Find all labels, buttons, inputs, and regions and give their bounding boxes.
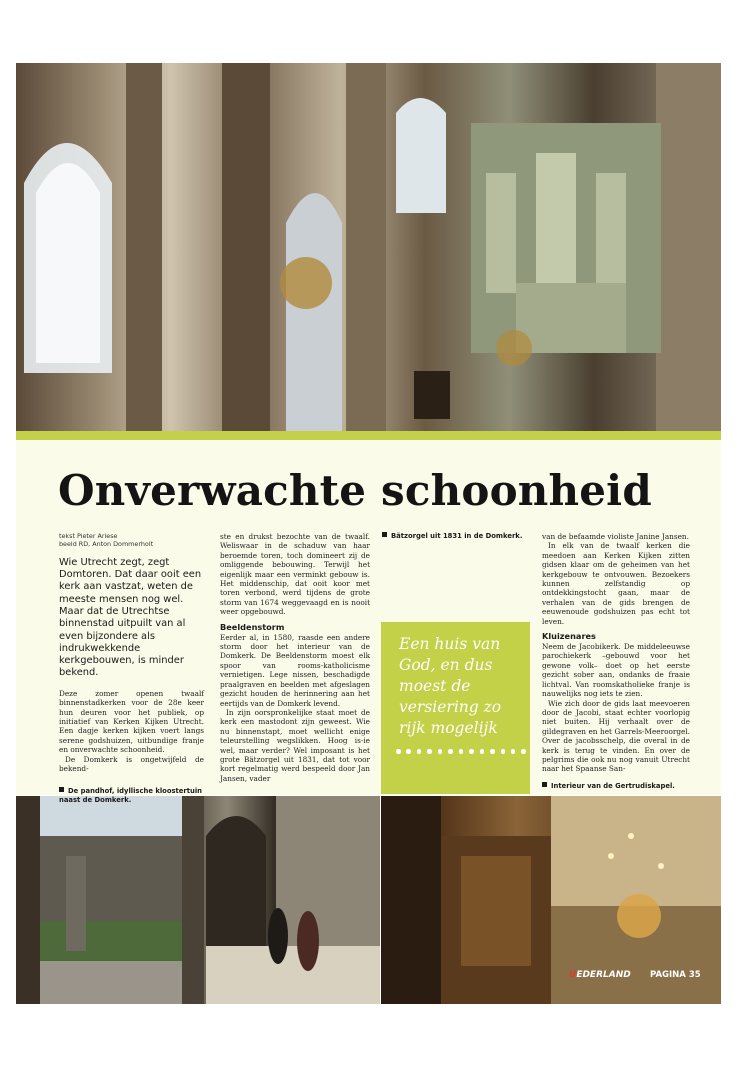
body-paragraph: Eerder al, in 1580, raasde een andere storm door het interieur van de Domkerk. De Beeldenstorm moest elk spoor van rooms-katholicisme vernietigen. Lege nissen, beschadigde praalgraven en beelden met afgeslagen gezicht houden de herinnering aan het eertijds van de Domkerk levend. bbox=[220, 632, 370, 708]
pullquote-dots bbox=[396, 749, 526, 754]
body-paragraph: van de befaamde violiste Janine Jansen. bbox=[542, 532, 689, 541]
caption-gertrudis: Interieur van de Gertrudiskapel. bbox=[542, 782, 690, 791]
caption-organ: Bätzorgel uit 1831 in de Domkerk. bbox=[382, 532, 532, 541]
body-paragraph: De Domkerk is ongetwijfeld de bekend- bbox=[59, 754, 204, 774]
cathedral-interior-photo bbox=[16, 63, 721, 432]
intro-paragraph: Wie Utrecht zegt, zegt Domtoren. Dat daar ooit een kerk aan vastzat, weten de meeste mensen nog wel. Maar dat de Utrechtse binnenstad uitpuilt van al even bijzondere als indrukwekkende kerkgebouwen, is minder bekend. bbox=[59, 556, 202, 679]
body-paragraph: ste en drukst bezochte van de twaalf. Weliswaar in de schaduw van haar beroemde toren, toch domineert zij de omliggende bebouwing. Terwijl het eigenlijk maar een verminkt gebouw is. Het middenschip, dat ooit koor met toren verbond, werd tijdens de grote storm van 1674 weggevaagd en is nooit weer opgebouwd. bbox=[220, 532, 370, 617]
subheading-beeldenstorm: Beeldenstorm bbox=[220, 621, 285, 632]
square-bullet-icon bbox=[542, 782, 547, 787]
headline: Onverwachte schoonheid bbox=[58, 466, 652, 515]
publication-logo: UEDERLAND bbox=[569, 970, 631, 980]
accent-bar bbox=[16, 431, 721, 440]
body-paragraph: Neem de Jacobikerk. De middeleeuwse parochiekerk –gebouwd voor het gewone volk– doet op het eerste gezicht sober aan, ondanks de fraaie lichtval. Van roomskatholieke franje is nauwelijks nog iets te zien. bbox=[542, 642, 690, 699]
pandhof-photo bbox=[16, 796, 380, 1004]
column-3 bbox=[382, 532, 532, 541]
body-paragraph: Deze zomer openen twaalf binnenstadkerken voor de 28e keer hun deuren voor het publiek, op initiatief van Kerken Kijken Utrecht. Een dagje kerken kijken voert langs serene godshuizen, uitbundige franje en onverwachte schoonheid. bbox=[59, 688, 204, 755]
credit-photo: beeld RD, Anton Dommerholt bbox=[59, 540, 154, 549]
body-paragraph: Wie zich door de gids laat meevoeren door de Jacobi, staat echter voorlopig niet buiten. Hij verhaalt over de gildegraven en het Garrels-Meeroorgel. Over de jacobsschelp, die overal in de kerk is terug te vinden. En over de pelgrims die ook nu nog vanuit Utrecht naar het Spaanse San- bbox=[542, 698, 690, 774]
pandhof-drawing bbox=[16, 796, 380, 1004]
column-1 bbox=[59, 532, 204, 805]
subheading-kluizenares: Kluizenares bbox=[542, 631, 596, 642]
cathedral-interior-drawing bbox=[16, 63, 721, 432]
body-paragraph: In zijn oorspronkelijke staat moet de kerk een mastodont zijn geweest. Wie nu binnenstapt, moet wellicht enige teleurstelling wegslikken. Hoog is-ie wel, maar verder? Wel imposant is het grote Bätzorgel uit 1831, dat tot voor kort regelmatig werd bespeeld door Jan Jansen, vader bbox=[220, 707, 370, 783]
pullquote: Een huis van God, en dus moest de versiering zo rijk mogelijk bbox=[399, 635, 502, 737]
column-4 bbox=[542, 532, 690, 791]
page-number: PAGINA 35 bbox=[650, 970, 701, 980]
body-paragraph: In elk van de twaalf kerken die meedoen aan Kerken Kijken zitten gidsen klaar om de geheimen van het kerkgebouw te ontvouwen. Bezoekers kunnen zelfstandig op ontdekkingstocht gaan, maar de verhalen van de gids brengen de eeuwenoude godshuizen pas echt tot leven. bbox=[542, 541, 690, 626]
caption-pandhof: De pandhof, idyllische kloostertuin naast de Domkerk. bbox=[59, 787, 203, 805]
square-bullet-icon bbox=[382, 532, 387, 537]
credit-text: tekst Pieter Ariese bbox=[59, 532, 118, 540]
column-2 bbox=[220, 532, 370, 783]
square-bullet-icon bbox=[59, 787, 64, 792]
